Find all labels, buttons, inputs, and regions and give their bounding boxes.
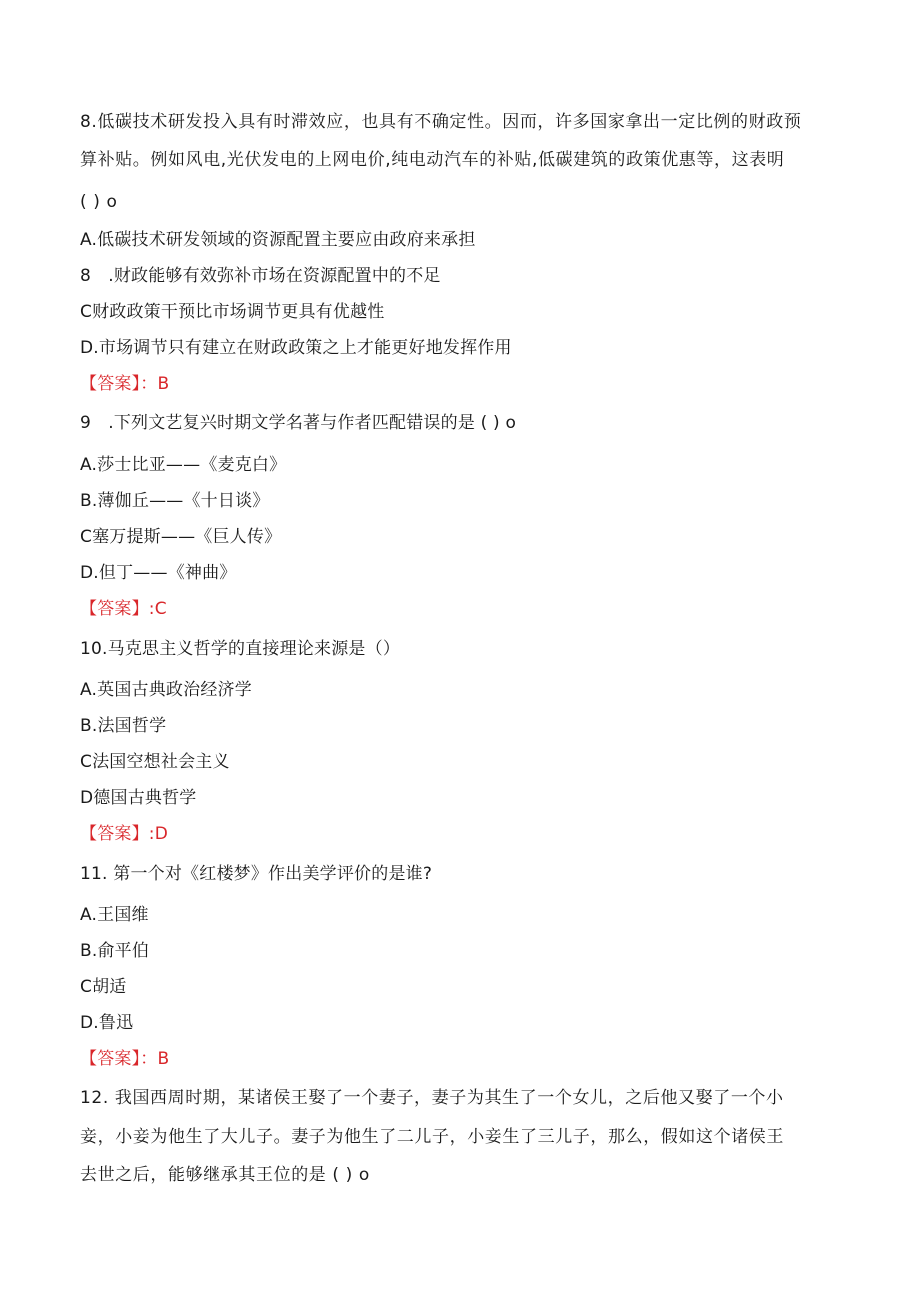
- question-9-answer: 【答案】:C: [80, 599, 167, 619]
- question-10-line-1: 10.马克思主义哲学的直接理论来源是（）: [80, 639, 401, 659]
- question-12-line-3: 去世之后，能够继承其王位的是 ( ) o: [80, 1165, 370, 1185]
- question-10-option-b: B.法国哲学: [80, 716, 167, 736]
- question-10-option-d: D德国古典哲学: [80, 788, 197, 808]
- question-10-option-a: A.英国古典政治经济学: [80, 680, 252, 700]
- question-9-option-d: D.但丁——《神曲》: [80, 563, 237, 583]
- question-8-line-3: ( ) o: [80, 192, 118, 212]
- question-10-answer: 【答案】:D: [80, 824, 169, 844]
- question-8-line-1: 8.低碳技术研发投入具有时滞效应，也具有不确定性。因而，许多国家拿出一定比例的财政预: [80, 112, 802, 132]
- question-8-option-b: 8 .财政能够有效弥补市场在资源配置中的不足: [80, 266, 441, 286]
- question-11-option-a: A.王国维: [80, 905, 149, 925]
- question-11-option-c: C胡适: [80, 977, 127, 997]
- question-11-option-b: B.俞平伯: [80, 941, 150, 961]
- question-11-option-d: D.鲁迅: [80, 1013, 134, 1033]
- question-8-option-c: C财政政策干预比市场调节更具有优越性: [80, 302, 385, 322]
- question-9-line-1: 9 .下列文艺复兴时期文学名著与作者匹配错误的是 ( ) o: [80, 413, 517, 433]
- question-8-option-d: D.市场调节只有建立在财政政策之上才能更好地发挥作用: [80, 338, 512, 358]
- question-12-line-1: 12. 我国西周时期，某诸侯王娶了一个妻子，妻子为其生了一个女儿，之后他又娶了一个小: [80, 1088, 784, 1108]
- question-8-line-2: 算补贴。例如风电,光伏发电的上网电价,纯电动汽车的补贴,低碳建筑的政策优惠等，这表明: [80, 150, 785, 170]
- question-9-option-a: A.莎士比亚——《麦克白》: [80, 455, 287, 475]
- question-11-line-1: 11. 第一个对《红楼梦》作出美学评价的是谁?: [80, 864, 433, 884]
- question-8-answer: 【答案】：B: [80, 374, 170, 394]
- question-9-option-b: B.薄伽丘——《十日谈》: [80, 491, 270, 511]
- question-12-line-2: 妾，小妾为他生了大儿子。妻子为他生了二儿子，小妾生了三儿子，那么，假如这个诸侯王: [80, 1127, 784, 1147]
- question-8-option-a: A.低碳技术研发领域的资源配置主要应由政府来承担: [80, 230, 476, 250]
- question-9-option-c: C塞万提斯——《巨人传》: [80, 527, 282, 547]
- question-10-option-c: C法国空想社会主义: [80, 752, 230, 772]
- question-11-answer: 【答案】：B: [80, 1049, 170, 1069]
